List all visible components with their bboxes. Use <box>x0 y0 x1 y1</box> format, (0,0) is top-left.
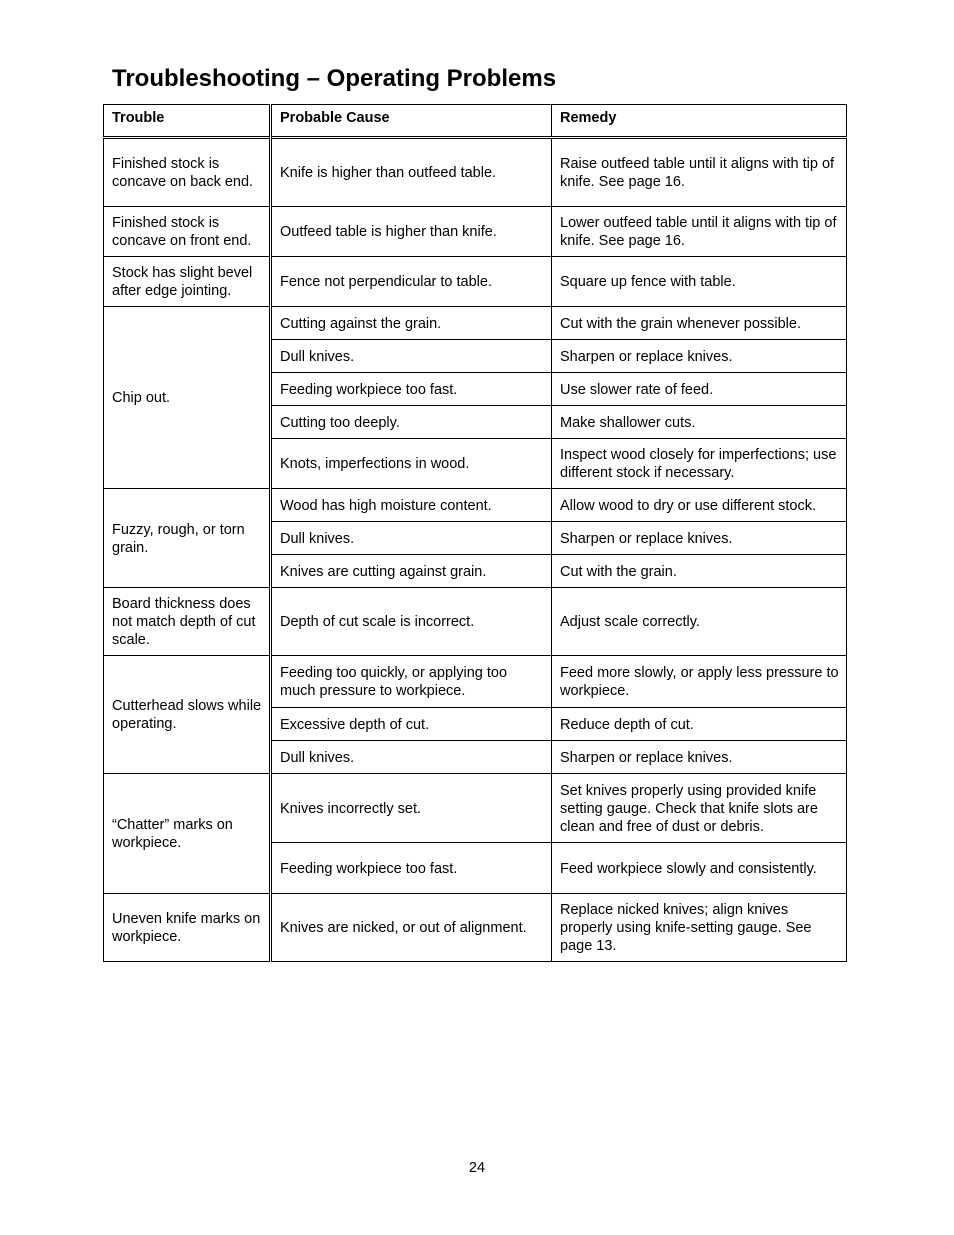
page-number: 24 <box>468 1160 486 1176</box>
trouble-cell: Board thickness does not match depth of cut scale. <box>104 588 271 656</box>
remedy-cell: Feed more slowly, or apply less pressure to workpiece. <box>552 656 847 708</box>
table-row <box>104 138 847 207</box>
table-row <box>104 894 847 962</box>
remedy-cell: Sharpen or replace knives. <box>552 340 847 373</box>
cause-cell: Knives are nicked, or out of alignment. <box>271 894 552 962</box>
cause-cell: Cutting against the grain. <box>271 307 552 340</box>
remedy-cell: Set knives properly using provided knife setting gauge. Check that knife slots are clean and free of dust or debris. <box>552 774 847 843</box>
table-row <box>104 656 847 708</box>
troubleshooting-table <box>103 104 847 962</box>
cause-cell: Knives incorrectly set. <box>271 774 552 843</box>
remedy-cell: Sharpen or replace knives. <box>552 741 847 774</box>
cause-cell: Cutting too deeply. <box>271 406 552 439</box>
table-row <box>104 207 847 257</box>
remedy-cell: Replace nicked knives; align knives properly using knife-setting gauge. See page 13. <box>552 894 847 962</box>
table-row <box>104 307 847 340</box>
trouble-cell: Finished stock is concave on back end. <box>104 138 271 207</box>
remedy-cell: Feed workpiece slowly and consistently. <box>552 843 847 894</box>
remedy-cell: Lower outfeed table until it aligns with tip of knife. See page 16. <box>552 207 847 257</box>
header-trouble: Trouble <box>104 105 271 138</box>
trouble-cell: “Chatter” marks on workpiece. <box>104 774 271 894</box>
cause-cell: Dull knives. <box>271 340 552 373</box>
remedy-cell: Use slower rate of feed. <box>552 373 847 406</box>
cause-cell: Outfeed table is higher than knife. <box>271 207 552 257</box>
cause-cell: Depth of cut scale is incorrect. <box>271 588 552 656</box>
cause-cell: Knives are cutting against grain. <box>271 555 552 588</box>
cause-cell: Fence not perpendicular to table. <box>271 257 552 307</box>
trouble-cell: Chip out. <box>104 307 271 489</box>
trouble-cell: Finished stock is concave on front end. <box>104 207 271 257</box>
remedy-cell: Inspect wood closely for imperfections; use different stock if necessary. <box>552 439 847 489</box>
trouble-cell: Cutterhead slows while operating. <box>104 656 271 774</box>
cause-cell: Dull knives. <box>271 522 552 555</box>
trouble-cell: Uneven knife marks on workpiece. <box>104 894 271 962</box>
cause-cell: Feeding workpiece too fast. <box>271 373 552 406</box>
table-body <box>104 138 847 962</box>
remedy-cell: Make shallower cuts. <box>552 406 847 439</box>
cause-cell: Feeding workpiece too fast. <box>271 843 552 894</box>
remedy-cell: Cut with the grain whenever possible. <box>552 307 847 340</box>
table-header-row <box>104 105 847 138</box>
cause-cell: Excessive depth of cut. <box>271 708 552 741</box>
remedy-cell: Square up fence with table. <box>552 257 847 307</box>
cause-cell: Dull knives. <box>271 741 552 774</box>
trouble-cell: Fuzzy, rough, or torn grain. <box>104 489 271 588</box>
remedy-cell: Raise outfeed table until it aligns with tip of knife. See page 16. <box>552 138 847 207</box>
cause-cell: Wood has high moisture content. <box>271 489 552 522</box>
remedy-cell: Adjust scale correctly. <box>552 588 847 656</box>
page-title: Troubleshooting – Operating Problems <box>112 65 557 92</box>
remedy-cell: Reduce depth of cut. <box>552 708 847 741</box>
trouble-cell: Stock has slight bevel after edge jointing. <box>104 257 271 307</box>
table-row <box>104 774 847 843</box>
cause-cell: Knife is higher than outfeed table. <box>271 138 552 207</box>
header-remedy: Remedy <box>552 105 847 138</box>
remedy-cell: Cut with the grain. <box>552 555 847 588</box>
table-row <box>104 588 847 656</box>
header-probable-cause: Probable Cause <box>271 105 552 138</box>
cause-cell: Feeding too quickly, or applying too much pressure to workpiece. <box>271 656 552 708</box>
remedy-cell: Allow wood to dry or use different stock. <box>552 489 847 522</box>
cause-cell: Knots, imperfections in wood. <box>271 439 552 489</box>
table-row <box>104 257 847 307</box>
remedy-cell: Sharpen or replace knives. <box>552 522 847 555</box>
table-row <box>104 489 847 522</box>
